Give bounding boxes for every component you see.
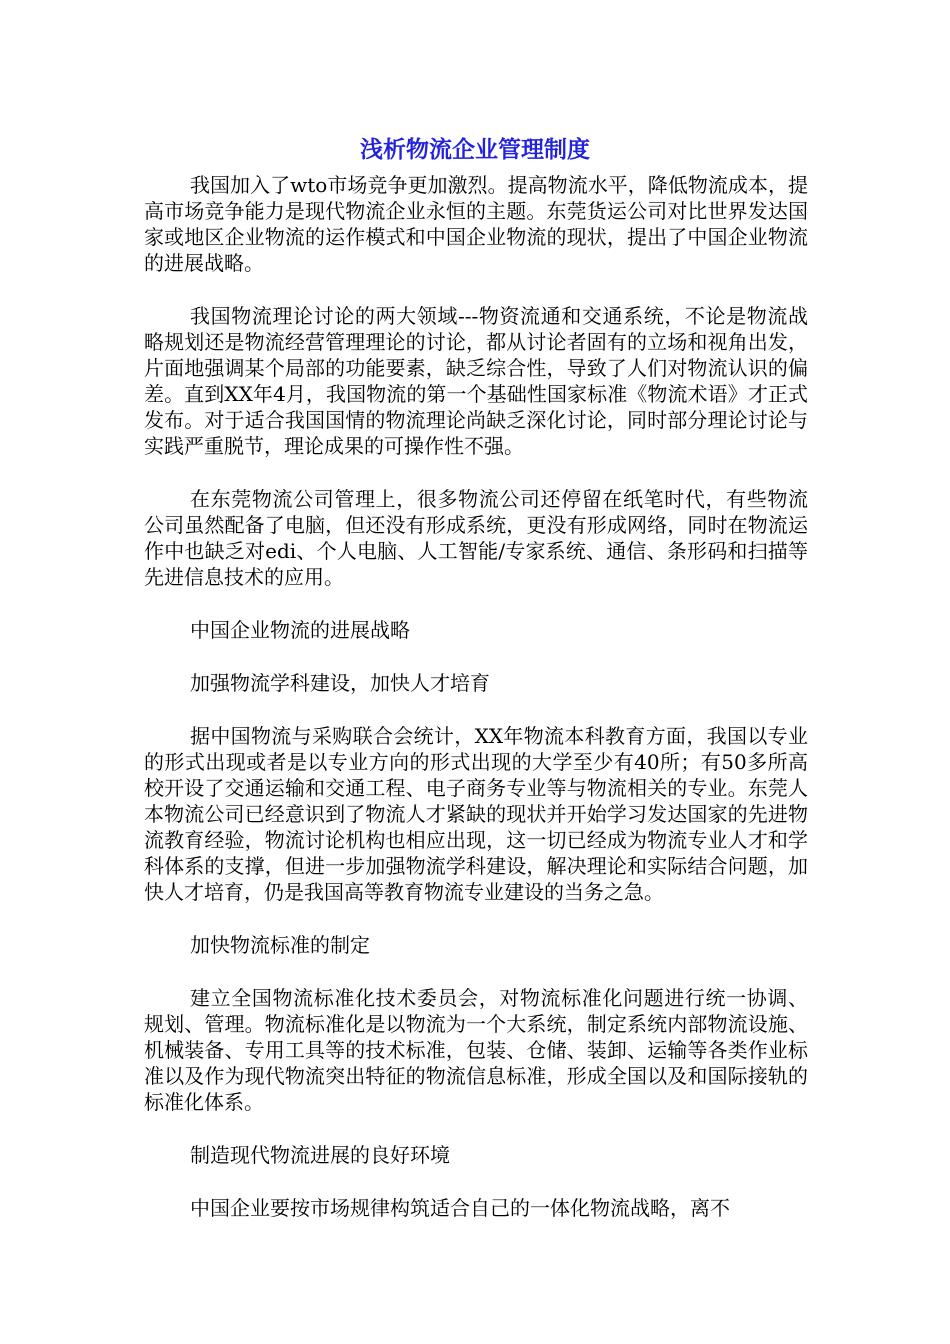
paragraph: 在东莞物流公司管理上，很多物流公司还停留在纸笔时代，有些物流公司虽然配备了电脑，但还没有形成系统，更没有形成网络，同时在物流运作中也缺乏对edi、个人电脑、人工智能/专家系统、通信、条形码和扫描等先进信息技术的应用。	[144, 487, 808, 589]
subsection-heading: 加快物流标准的制定	[190, 933, 370, 957]
paragraph: 我国物流理论讨论的两大领域---物资流通和交通系统，不论是物流战略规划还是物流经营管理理论的讨论，都从讨论者固有的立场和视角出发，片面地强调某个局部的功能要素，缺乏综合性，导致了人们对物流认识的偏差。直到XX年4月，我国物流的第一个基础性国家标准《物流术语》才正式发布。对于适合我国国情的物流理论尚缺乏深化讨论，同时部分理论讨论与实践严重脱节，理论成果的可操作性不强。	[144, 304, 808, 458]
paragraph: 据中国物流与采购联合会统计，XX年物流本科教育方面，我国以专业的形式出现或者是以专业方向的形式出现的大学至少有40所；有50多所高校开设了交通运输和交通工程、电子商务专业等与物流相关的专业。东莞人本物流公司已经意识到了物流人才紧缺的现状并开始学习发达国家的先进物流教育经验，物流讨论机构也相应出现，这一切已经成为物流专业人才和学科体系的支撑，但进一步加强物流学科建设，解决理论和实际结合问题，加快人才培育，仍是我国高等教育物流专业建设的当务之急。	[144, 724, 808, 904]
subsection-heading: 加强物流学科建设，加快人才培育	[190, 671, 490, 695]
paragraph: 中国企业要按市场规律构筑适合自己的一体化物流战略，离不	[190, 1196, 730, 1220]
paragraph: 我国加入了wto市场竞争更加激烈。提高物流水平，降低物流成本，提高市场竞争能力是现代物流企业永恒的主题。东莞货运公司对比世界发达国家或地区企业物流的运作模式和中国企业物流的现状，提出了中国企业物流的进展战略。	[144, 173, 808, 275]
document-title: 浅析物流企业管理制度	[360, 137, 590, 163]
paragraph: 建立全国物流标准化技术委员会，对物流标准化问题进行统一协调、规划、管理。物流标准化是以物流为一个大系统，制定系统内部物流设施、机械装备、专用工具等的技术标准，包装、仓储、装卸、运输等各类作业标准以及作为现代物流突出特征的物流信息标准，形成全国以及和国际接轨的标准化体系。	[144, 986, 808, 1114]
section-heading: 中国企业物流的进展战略	[190, 618, 410, 642]
document-body	[144, 172, 808, 1248]
subsection-heading: 制造现代物流进展的良好环境	[190, 1143, 450, 1167]
